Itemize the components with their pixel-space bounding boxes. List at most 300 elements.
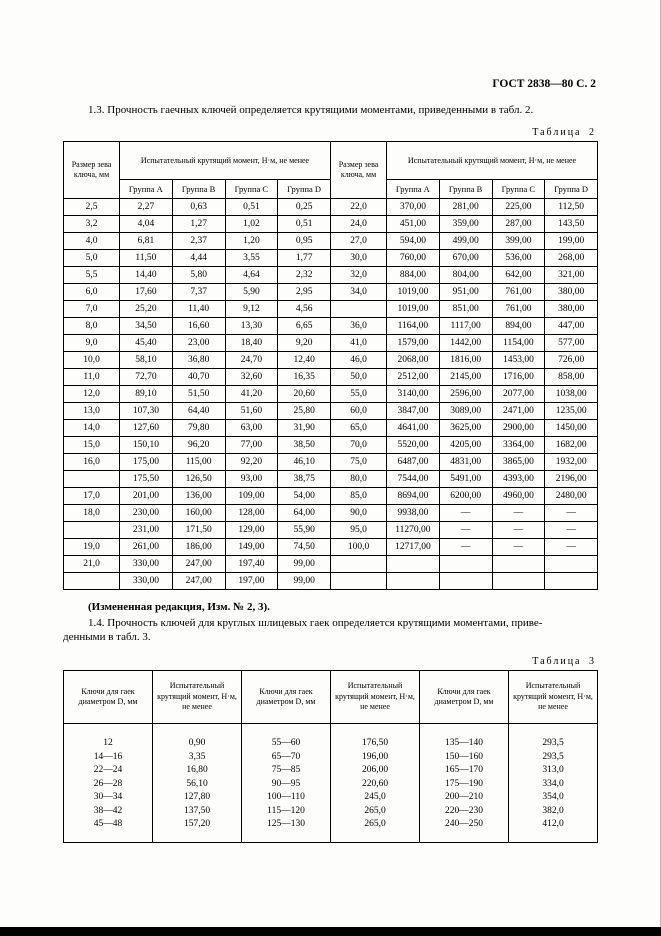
table-cell: 330,00 bbox=[120, 573, 173, 590]
table-row bbox=[64, 403, 598, 420]
table-cell: 171,50 bbox=[172, 522, 225, 539]
table-cell: 2900,00 bbox=[492, 420, 545, 437]
table-cell: 50,0 bbox=[331, 369, 387, 386]
table-cell: 90,0 bbox=[331, 505, 387, 522]
table-cell: 112,50 bbox=[545, 199, 598, 216]
table3-moment-header-2: Испытательный крутящий момент, Н·м, не менее bbox=[331, 671, 420, 724]
table-cell: 40,70 bbox=[172, 369, 225, 386]
table3-moment-header-3: Испытательный крутящий момент, Н·м, не менее bbox=[509, 671, 598, 724]
table-cell: 761,00 bbox=[492, 284, 545, 301]
table-cell: 9938,00 bbox=[387, 505, 440, 522]
table-cell: 321,00 bbox=[545, 267, 598, 284]
table-cell: 884,00 bbox=[387, 267, 440, 284]
table-cell: 1,02 bbox=[225, 216, 278, 233]
table-cell: 51,50 bbox=[172, 386, 225, 403]
table-row bbox=[64, 488, 598, 505]
table-cell: 32,60 bbox=[225, 369, 278, 386]
table-cell: 2068,00 bbox=[387, 352, 440, 369]
table-cell: 196,00 bbox=[331, 751, 420, 765]
table-cell: 12,40 bbox=[278, 352, 331, 369]
table-cell: 0,63 bbox=[172, 199, 225, 216]
table-cell: 5,5 bbox=[64, 267, 120, 284]
table-cell: 32,0 bbox=[331, 267, 387, 284]
table-cell: 45,40 bbox=[120, 335, 173, 352]
table-cell: — bbox=[492, 505, 545, 522]
table-cell: 12717,00 bbox=[387, 539, 440, 556]
table-cell: 9,20 bbox=[278, 335, 331, 352]
table-cell: 4393,00 bbox=[492, 471, 545, 488]
table-cell: 1,27 bbox=[172, 216, 225, 233]
table-cell: 15,0 bbox=[64, 437, 120, 454]
table-row bbox=[64, 199, 598, 216]
table-cell: 3140,00 bbox=[387, 386, 440, 403]
table-cell: 670,00 bbox=[439, 250, 492, 267]
table-row bbox=[64, 573, 598, 590]
table-row bbox=[64, 216, 598, 233]
table-cell: 38,50 bbox=[278, 437, 331, 454]
table-cell: 38—42 bbox=[64, 805, 153, 819]
table3-key-header-2: Ключи для гаек диаметром D, мм bbox=[242, 671, 331, 724]
table-cell: 197,00 bbox=[225, 573, 278, 590]
table-cell: 14,40 bbox=[120, 267, 173, 284]
table-cell: 2480,00 bbox=[545, 488, 598, 505]
table-cell: 2,32 bbox=[278, 267, 331, 284]
table-cell: 17,0 bbox=[64, 488, 120, 505]
table-cell: 72,70 bbox=[120, 369, 173, 386]
table-cell: 10,0 bbox=[64, 352, 120, 369]
table-cell: 109,00 bbox=[225, 488, 278, 505]
table-cell: 851,00 bbox=[439, 301, 492, 318]
table-cell: 594,00 bbox=[387, 233, 440, 250]
paragraph-1-4-line1: 1.4. Прочность ключей для круглых шлицевых гаек определяется крутящими моментами, приве- bbox=[88, 617, 543, 629]
table-cell: 4205,00 bbox=[439, 437, 492, 454]
table-cell bbox=[64, 522, 120, 539]
table2-size-header-right: Размер зева ключа, мм bbox=[331, 142, 387, 199]
table-cell: 247,00 bbox=[172, 573, 225, 590]
table-cell: 54,00 bbox=[278, 488, 331, 505]
table-cell: 55,0 bbox=[331, 386, 387, 403]
table-cell: 107,30 bbox=[120, 403, 173, 420]
table-row bbox=[64, 539, 598, 556]
table-cell: 0,51 bbox=[225, 199, 278, 216]
table-cell: 1,77 bbox=[278, 250, 331, 267]
table-cell: 804,00 bbox=[439, 267, 492, 284]
table-row bbox=[64, 352, 598, 369]
paragraph-1-4 bbox=[63, 616, 598, 644]
table-cell: 1716,00 bbox=[492, 369, 545, 386]
table-cell: 240—250 bbox=[420, 818, 509, 842]
table-cell: 0,25 bbox=[278, 199, 331, 216]
table-cell: 11270,00 bbox=[387, 522, 440, 539]
table-cell: 23,00 bbox=[172, 335, 225, 352]
table-cell: 128,00 bbox=[225, 505, 278, 522]
table-cell: 3,55 bbox=[225, 250, 278, 267]
table-cell: 137,50 bbox=[153, 805, 242, 819]
table-row bbox=[64, 556, 598, 573]
table-cell: 293,5 bbox=[509, 724, 598, 751]
table-cell: 951,00 bbox=[439, 284, 492, 301]
table-cell: 894,00 bbox=[492, 318, 545, 335]
table2-header bbox=[64, 142, 598, 199]
table-cell: 149,00 bbox=[225, 539, 278, 556]
table-cell: 65—70 bbox=[242, 751, 331, 765]
table-cell: 65,0 bbox=[331, 420, 387, 437]
table-cell: 12 bbox=[64, 724, 153, 751]
table-cell bbox=[387, 556, 440, 573]
table2-caption: Таблица 2 bbox=[532, 127, 596, 138]
table-cell: 18,40 bbox=[225, 335, 278, 352]
table-cell bbox=[331, 573, 387, 590]
table-cell: 127,80 bbox=[153, 791, 242, 805]
table-cell: 75,0 bbox=[331, 454, 387, 471]
table-cell: 6200,00 bbox=[439, 488, 492, 505]
table-cell: 64,40 bbox=[172, 403, 225, 420]
table-cell: 127,60 bbox=[120, 420, 173, 437]
table-row bbox=[64, 386, 598, 403]
table-cell: 30,0 bbox=[331, 250, 387, 267]
table-cell: 80,0 bbox=[331, 471, 387, 488]
table-cell: 231,00 bbox=[120, 522, 173, 539]
table-cell: 230,00 bbox=[120, 505, 173, 522]
table-cell: — bbox=[545, 539, 598, 556]
table-cell: 96,20 bbox=[172, 437, 225, 454]
table-cell: 31,90 bbox=[278, 420, 331, 437]
table-cell: 7,0 bbox=[64, 301, 120, 318]
table-cell: 150,10 bbox=[120, 437, 173, 454]
table-cell: 75—85 bbox=[242, 764, 331, 778]
table-cell: 1,20 bbox=[225, 233, 278, 250]
table-cell bbox=[64, 573, 120, 590]
table-cell: 129,00 bbox=[225, 522, 278, 539]
table-cell: 46,10 bbox=[278, 454, 331, 471]
table-cell: 135—140 bbox=[420, 724, 509, 751]
table-cell bbox=[492, 573, 545, 590]
table-cell: 8,0 bbox=[64, 318, 120, 335]
table-cell bbox=[387, 573, 440, 590]
table-cell: 5,0 bbox=[64, 250, 120, 267]
table-cell: 14—16 bbox=[64, 751, 153, 765]
table-cell bbox=[331, 556, 387, 573]
table-cell: 1442,00 bbox=[439, 335, 492, 352]
table-cell: 370,00 bbox=[387, 199, 440, 216]
table-cell: 5,80 bbox=[172, 267, 225, 284]
table-cell: 197,40 bbox=[225, 556, 278, 573]
table2-group-b-right: Группа B bbox=[439, 180, 492, 199]
table-cell: 2512,00 bbox=[387, 369, 440, 386]
page-header-gost-number: ГОСТ 2838—80 С. 2 bbox=[492, 78, 596, 90]
table-cell: 20,60 bbox=[278, 386, 331, 403]
table-cell: 89,10 bbox=[120, 386, 173, 403]
table-cell: 4,0 bbox=[64, 233, 120, 250]
table-cell: 3625,00 bbox=[439, 420, 492, 437]
table-cell: 4,56 bbox=[278, 301, 331, 318]
table-cell: 22,0 bbox=[331, 199, 387, 216]
table-cell: 4,04 bbox=[120, 216, 173, 233]
table-cell: 1235,00 bbox=[545, 403, 598, 420]
table-cell: 354,0 bbox=[509, 791, 598, 805]
table-cell: 447,00 bbox=[545, 318, 598, 335]
table-cell: 201,00 bbox=[120, 488, 173, 505]
table-cell: 2,95 bbox=[278, 284, 331, 301]
table-cell: 160,00 bbox=[172, 505, 225, 522]
table-row bbox=[64, 764, 598, 778]
table-cell: 6,0 bbox=[64, 284, 120, 301]
table-cell: 150—160 bbox=[420, 751, 509, 765]
table-cell: 34,50 bbox=[120, 318, 173, 335]
table-cell: 176,50 bbox=[331, 724, 420, 751]
table-cell: 7,37 bbox=[172, 284, 225, 301]
table-cell: — bbox=[545, 505, 598, 522]
table-cell: 4,44 bbox=[172, 250, 225, 267]
table-cell: 1579,00 bbox=[387, 335, 440, 352]
table-cell: 22—24 bbox=[64, 764, 153, 778]
table-cell: 3364,00 bbox=[492, 437, 545, 454]
table-cell bbox=[545, 573, 598, 590]
table-3 bbox=[63, 670, 598, 843]
table-cell: 412,0 bbox=[509, 818, 598, 842]
table-cell: 2196,00 bbox=[545, 471, 598, 488]
table-cell: 126,50 bbox=[172, 471, 225, 488]
table-cell: 95,0 bbox=[331, 522, 387, 539]
table-cell bbox=[492, 556, 545, 573]
table-cell: 0,51 bbox=[278, 216, 331, 233]
table-cell: 93,00 bbox=[225, 471, 278, 488]
table-cell: 51,60 bbox=[225, 403, 278, 420]
table-cell: 3,35 bbox=[153, 751, 242, 765]
table-cell: 16,80 bbox=[153, 764, 242, 778]
table-row bbox=[64, 778, 598, 792]
table-cell: — bbox=[492, 522, 545, 539]
table-cell bbox=[439, 556, 492, 573]
table-cell: 0,95 bbox=[278, 233, 331, 250]
table-cell: 41,20 bbox=[225, 386, 278, 403]
table-row bbox=[64, 420, 598, 437]
table-cell: 5,90 bbox=[225, 284, 278, 301]
table-cell: 359,00 bbox=[439, 216, 492, 233]
table-cell: 45—48 bbox=[64, 818, 153, 842]
table-cell: 265,0 bbox=[331, 805, 420, 819]
table-cell: 1019,00 bbox=[387, 284, 440, 301]
table-cell: 90—95 bbox=[242, 778, 331, 792]
table-cell: 115—120 bbox=[242, 805, 331, 819]
table-cell: 27,0 bbox=[331, 233, 387, 250]
table-row bbox=[64, 301, 598, 318]
table-cell: 25,20 bbox=[120, 301, 173, 318]
table-cell: 136,00 bbox=[172, 488, 225, 505]
table-cell: 1038,00 bbox=[545, 386, 598, 403]
table-row bbox=[64, 751, 598, 765]
table-cell: 100—110 bbox=[242, 791, 331, 805]
table-cell: 265,0 bbox=[331, 818, 420, 842]
table-cell: 1816,00 bbox=[439, 352, 492, 369]
table-cell: 79,80 bbox=[172, 420, 225, 437]
table-row bbox=[64, 250, 598, 267]
table-cell: 17,60 bbox=[120, 284, 173, 301]
table-cell: 382,0 bbox=[509, 805, 598, 819]
table-cell: 64,00 bbox=[278, 505, 331, 522]
table-cell: 24,0 bbox=[331, 216, 387, 233]
table-cell: 19,0 bbox=[64, 539, 120, 556]
table-row bbox=[64, 805, 598, 819]
table-cell: 60,0 bbox=[331, 403, 387, 420]
table-cell: 1117,00 bbox=[439, 318, 492, 335]
table-cell: 2596,00 bbox=[439, 386, 492, 403]
table-cell: 220,60 bbox=[331, 778, 420, 792]
table-cell: — bbox=[545, 522, 598, 539]
table-cell: 77,00 bbox=[225, 437, 278, 454]
table-cell: 74,50 bbox=[278, 539, 331, 556]
table-cell: 1450,00 bbox=[545, 420, 598, 437]
table-cell: 46,0 bbox=[331, 352, 387, 369]
table-cell: 225,00 bbox=[492, 199, 545, 216]
table-cell: 2,5 bbox=[64, 199, 120, 216]
table-cell: 293,5 bbox=[509, 751, 598, 765]
table2-group-c-left: Группа C bbox=[225, 180, 278, 199]
table-cell: 12,0 bbox=[64, 386, 120, 403]
table2-group-d-right: Группа D bbox=[545, 180, 598, 199]
table-cell bbox=[545, 556, 598, 573]
table3-caption: Таблица 3 bbox=[532, 656, 596, 667]
table-cell: 6487,00 bbox=[387, 454, 440, 471]
table2-body bbox=[64, 199, 598, 590]
table-row bbox=[64, 318, 598, 335]
table-cell: 3847,00 bbox=[387, 403, 440, 420]
table-cell: 55,90 bbox=[278, 522, 331, 539]
table-cell: 41,0 bbox=[331, 335, 387, 352]
table-cell: 70,0 bbox=[331, 437, 387, 454]
table-row bbox=[64, 233, 598, 250]
table-row bbox=[64, 284, 598, 301]
table-cell: 199,00 bbox=[545, 233, 598, 250]
table-cell: 858,00 bbox=[545, 369, 598, 386]
table-cell: 206,00 bbox=[331, 764, 420, 778]
table-cell: 334,0 bbox=[509, 778, 598, 792]
table-cell: 14,0 bbox=[64, 420, 120, 437]
table-cell: 24,70 bbox=[225, 352, 278, 369]
table-cell: 6,81 bbox=[120, 233, 173, 250]
table2-size-header-left: Размер зева ключа, мм bbox=[64, 142, 120, 199]
table-cell: — bbox=[492, 539, 545, 556]
table-cell: 268,00 bbox=[545, 250, 598, 267]
table-cell: 451,00 bbox=[387, 216, 440, 233]
table2-group-a-left: Группа A bbox=[120, 180, 173, 199]
table-row bbox=[64, 471, 598, 488]
table-cell: 4641,00 bbox=[387, 420, 440, 437]
table3-key-header-3: Ключи для гаек диаметром D, мм bbox=[420, 671, 509, 724]
table-cell: 58,10 bbox=[120, 352, 173, 369]
table-cell: 30—34 bbox=[64, 791, 153, 805]
table-cell: 175—190 bbox=[420, 778, 509, 792]
table-cell: 99,00 bbox=[278, 573, 331, 590]
table-cell: 38,75 bbox=[278, 471, 331, 488]
table-cell: 26—28 bbox=[64, 778, 153, 792]
table-cell: 125—130 bbox=[242, 818, 331, 842]
table-cell: 34,0 bbox=[331, 284, 387, 301]
table-cell: 330,00 bbox=[120, 556, 173, 573]
table-cell: 16,0 bbox=[64, 454, 120, 471]
table-cell: 21,0 bbox=[64, 556, 120, 573]
table-cell: 9,0 bbox=[64, 335, 120, 352]
table-row bbox=[64, 724, 598, 751]
table-cell: 1932,00 bbox=[545, 454, 598, 471]
table-cell: 8694,00 bbox=[387, 488, 440, 505]
table-cell: 55—60 bbox=[242, 724, 331, 751]
table-cell: 175,50 bbox=[120, 471, 173, 488]
table3-header bbox=[64, 671, 598, 724]
table-cell: 11,0 bbox=[64, 369, 120, 386]
table-cell: 1682,00 bbox=[545, 437, 598, 454]
table-cell: 9,12 bbox=[225, 301, 278, 318]
table-cell: 3,2 bbox=[64, 216, 120, 233]
table-cell: 6,65 bbox=[278, 318, 331, 335]
table-cell: 13,0 bbox=[64, 403, 120, 420]
table-row bbox=[64, 818, 598, 842]
table-cell bbox=[331, 301, 387, 318]
table-cell: 11,50 bbox=[120, 250, 173, 267]
table-cell: 5491,00 bbox=[439, 471, 492, 488]
paragraph-1-3: 1.3. Прочность гаечных ключей определяется крутящими моментами, приведенными в табл. 2. bbox=[88, 104, 534, 116]
table-cell: 247,00 bbox=[172, 556, 225, 573]
table-row bbox=[64, 335, 598, 352]
table-cell: 642,00 bbox=[492, 267, 545, 284]
table3-key-header-1: Ключи для гаек диаметром D, мм bbox=[64, 671, 153, 724]
table-cell: 3089,00 bbox=[439, 403, 492, 420]
table-cell: 1019,00 bbox=[387, 301, 440, 318]
table2-group-b-left: Группа B bbox=[172, 180, 225, 199]
table-row bbox=[64, 505, 598, 522]
table-cell: 2145,00 bbox=[439, 369, 492, 386]
table-cell: 2,27 bbox=[120, 199, 173, 216]
table2-group-d-left: Группа D bbox=[278, 180, 331, 199]
table-cell: 36,0 bbox=[331, 318, 387, 335]
table-2 bbox=[63, 141, 598, 590]
table-cell: 5520,00 bbox=[387, 437, 440, 454]
table-cell: 165—170 bbox=[420, 764, 509, 778]
table-cell: 1453,00 bbox=[492, 352, 545, 369]
table-cell: 85,0 bbox=[331, 488, 387, 505]
table-cell: 261,00 bbox=[120, 539, 173, 556]
table-cell: 4,64 bbox=[225, 267, 278, 284]
table-cell: 99,00 bbox=[278, 556, 331, 573]
table-cell: 16,60 bbox=[172, 318, 225, 335]
scan-edge-bottom bbox=[0, 927, 661, 936]
table-cell: 13,30 bbox=[225, 318, 278, 335]
table-cell: — bbox=[439, 522, 492, 539]
table-cell bbox=[64, 471, 120, 488]
table-cell: 577,00 bbox=[545, 335, 598, 352]
table-cell: — bbox=[439, 505, 492, 522]
table-cell: 761,00 bbox=[492, 301, 545, 318]
table-cell: 380,00 bbox=[545, 301, 598, 318]
table-cell: 399,00 bbox=[492, 233, 545, 250]
table-cell bbox=[439, 573, 492, 590]
table-cell: 7544,00 bbox=[387, 471, 440, 488]
table-row bbox=[64, 369, 598, 386]
table-cell: 18,0 bbox=[64, 505, 120, 522]
table-row bbox=[64, 522, 598, 539]
table-cell: — bbox=[439, 539, 492, 556]
table-cell: 4831,00 bbox=[439, 454, 492, 471]
table-row bbox=[64, 267, 598, 284]
table-cell: 2077,00 bbox=[492, 386, 545, 403]
table-cell: 1154,00 bbox=[492, 335, 545, 352]
table-cell: 100,0 bbox=[331, 539, 387, 556]
table-cell: 92,20 bbox=[225, 454, 278, 471]
table-cell: 499,00 bbox=[439, 233, 492, 250]
table-cell: 200—210 bbox=[420, 791, 509, 805]
table-cell: 245,0 bbox=[331, 791, 420, 805]
table-cell: 115,00 bbox=[172, 454, 225, 471]
